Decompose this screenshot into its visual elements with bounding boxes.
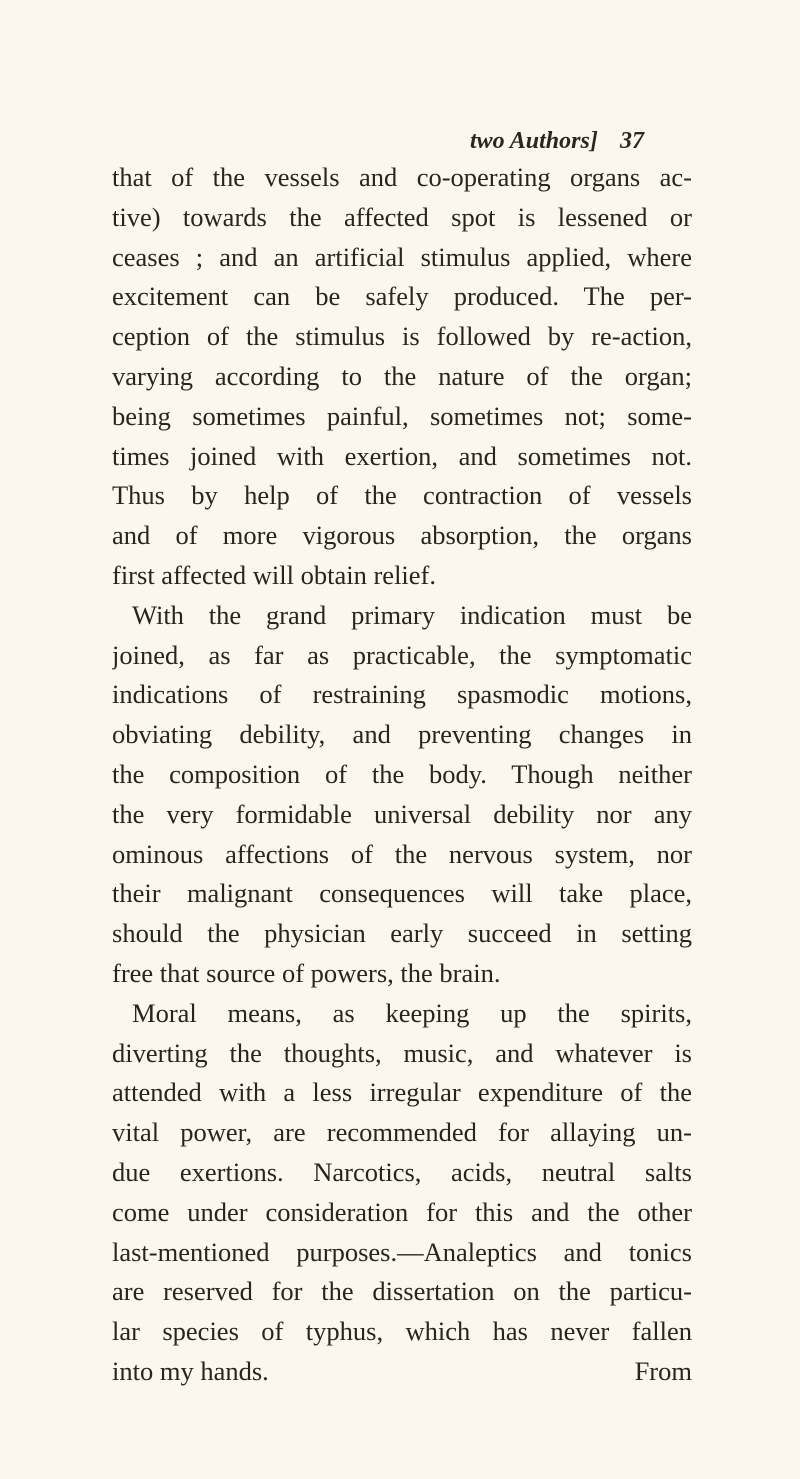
final-line: [112, 1352, 692, 1392]
text-line: Moral means, as keeping up the spirits,: [132, 997, 692, 1028]
text-line: ominous affections of the nervous system, nor: [112, 838, 692, 869]
text-line: ceases ; and an artificial stimulus applied, where: [112, 241, 692, 272]
text-line: diverting the thoughts, music, and whatever is: [112, 1037, 692, 1068]
text-line: varying according to the nature of the organ;: [112, 360, 692, 391]
text-line: attended with a less irregular expenditure of the: [112, 1077, 692, 1108]
text-line: should the physician early succeed in setting: [112, 918, 692, 949]
text-line: being sometimes painful, sometimes not; some-: [112, 400, 692, 431]
text-line: lar species of typhus, which has never fallen: [112, 1316, 692, 1347]
text-line: their malignant consequences will take place,: [112, 878, 692, 909]
text-line: obviating debility, and preventing changes in: [112, 719, 692, 750]
text-line: that of the vessels and co-operating organs ac-: [112, 162, 692, 192]
text-line: first affected will obtain relief.: [112, 559, 437, 590]
text-line: times joined with exertion, and sometimes not.: [112, 440, 692, 471]
text-line: joined, as far as practicable, the symptomatic: [112, 639, 692, 670]
text-line: free that source of powers, the brain.: [112, 957, 501, 988]
text-line: vital power, are recommended for allaying un-: [112, 1117, 692, 1148]
text-line: are reserved for the dissertation on the particu-: [112, 1276, 692, 1307]
running-head: [470, 128, 670, 158]
text-line: come under consideration for this and the other: [112, 1196, 692, 1227]
catchword: From: [634, 1355, 692, 1386]
body-text: [112, 158, 692, 1392]
text-line: the composition of the body. Though neither: [112, 758, 692, 789]
text-line: excitement can be safely produced. The per-: [112, 281, 692, 312]
text-line: indications of restraining spasmodic motions,: [112, 679, 692, 710]
text-line: tive) towards the affected spot is lessened or: [112, 201, 692, 232]
running-head-title: two Authors]: [470, 128, 598, 154]
text-line: due exertions. Narcotics, acids, neutral salts: [112, 1156, 692, 1187]
text-line: Thus by help of the contraction of vessels: [112, 480, 692, 511]
text-line: into my hands.: [112, 1355, 269, 1386]
text-line: ception of the stimulus is followed by re-action,: [112, 321, 692, 352]
text-line: With the grand primary indication must be: [132, 599, 692, 630]
text-line: last-mentioned purposes.—Analeptics and tonics: [112, 1236, 692, 1267]
page-number: 37: [620, 128, 644, 154]
text-line: and of more vigorous absorption, the organs: [112, 520, 692, 551]
text-line: the very formidable universal debility nor any: [112, 798, 692, 829]
